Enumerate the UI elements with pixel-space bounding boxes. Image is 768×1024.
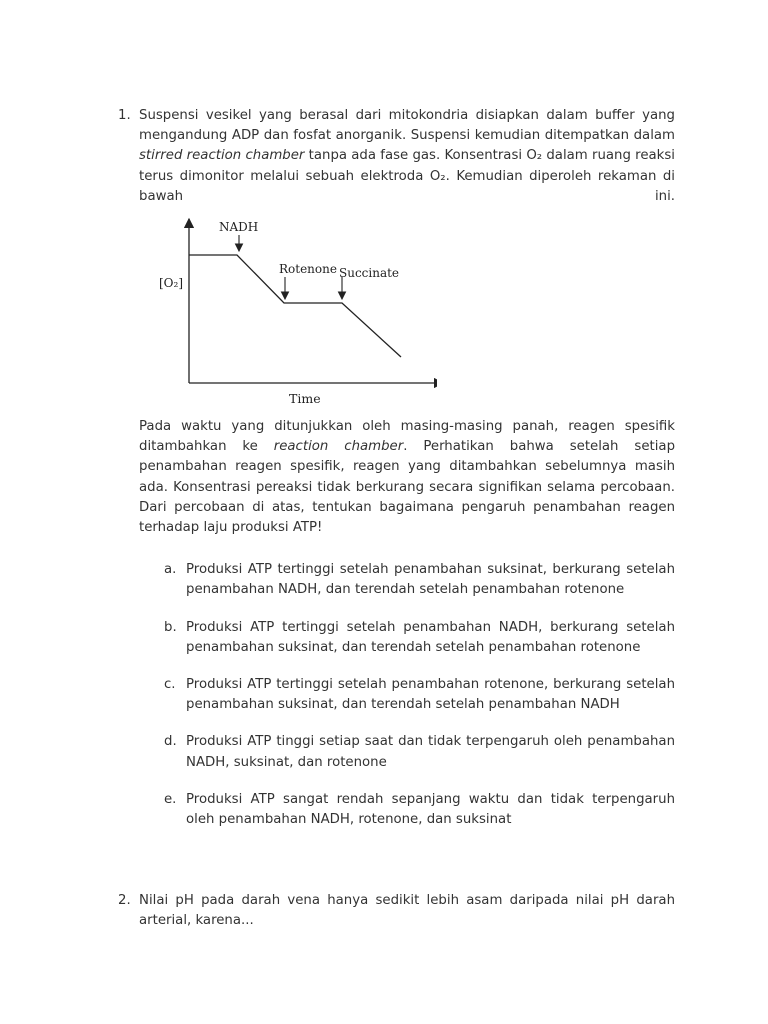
answer-option-e: e. Produksi ATP sangat rendah sepanjang waktu dan tidak terpengaruh oleh penambahan NADH, rotenone, dan suksinat	[164, 791, 675, 828]
question-intro: Suspensi vesikel yang berasal dari mitokondria disiapkan dalam buffer yang mengandung ADP dan fosfat anorganik. Suspensi kemudian ditempatkan dalam stirred reaction chamber tanpa ada fase gas. Konsentrasi O₂ dalam ruang reaksi terus dimonitor melalui sebuah elektroda O₂. Kemudian diperoleh rekaman di bawah ini.	[139, 108, 675, 204]
answer-option-a: a. Produksi ATP tertinggi setelah penambahan suksinat, berkurang setelah penambahan NADH, dan terendah setelah penambahan rotenone	[164, 562, 675, 598]
question-text: Nilai pH pada darah vena hanya sedikit lebih asam daripada nilai pH darah arterial, karena...	[139, 893, 675, 929]
answer-options	[139, 560, 675, 830]
answer-option-b: b. Produksi ATP tertinggi setelah penambahan NADH, berkurang setelah penambahan suksinat, dan terendah setelah penambahan rotenone	[164, 619, 675, 655]
question-2	[118, 891, 675, 931]
question-number: 2.	[118, 893, 131, 908]
nadh-label: NADH	[219, 220, 259, 235]
answer-option-c: c. Produksi ATP tertinggi setelah penambahan rotenone, berkurang setelah penambahan suksinat, dan terendah setelah penambahan NADH	[164, 677, 675, 713]
x-axis-label: Time	[289, 391, 321, 407]
question-instructions: Pada waktu yang ditunjukkan oleh masing-masing panah, reagen spesifik ditambahkan ke reaction chamber. Perhatikan bahwa setelah setiap penambahan reagen spesifik, reagen yang ditambahkan sebelumnya masih ada. Konsentrasi pereaksi tidak berkurang secara signifikan selama percobaan. Dari percobaan di atas, tentukan bagaimana pengaruh penambahan reagen terhadap laju produksi ATP!	[139, 419, 676, 536]
question-number: 1.	[118, 108, 131, 123]
question-1	[118, 106, 675, 847]
rotenone-label: Rotenone	[279, 262, 337, 277]
oxygen-trace-svg	[137, 211, 437, 411]
answer-option-d: d. Produksi ATP tinggi setiap saat dan tidak terpengaruh oleh penambahan NADH, suksinat, dan rotenone	[164, 734, 675, 770]
y-axis-label: [O₂]	[159, 276, 184, 291]
oxygen-trace-figure	[137, 211, 437, 411]
succinate-label: Succinate	[339, 266, 400, 281]
